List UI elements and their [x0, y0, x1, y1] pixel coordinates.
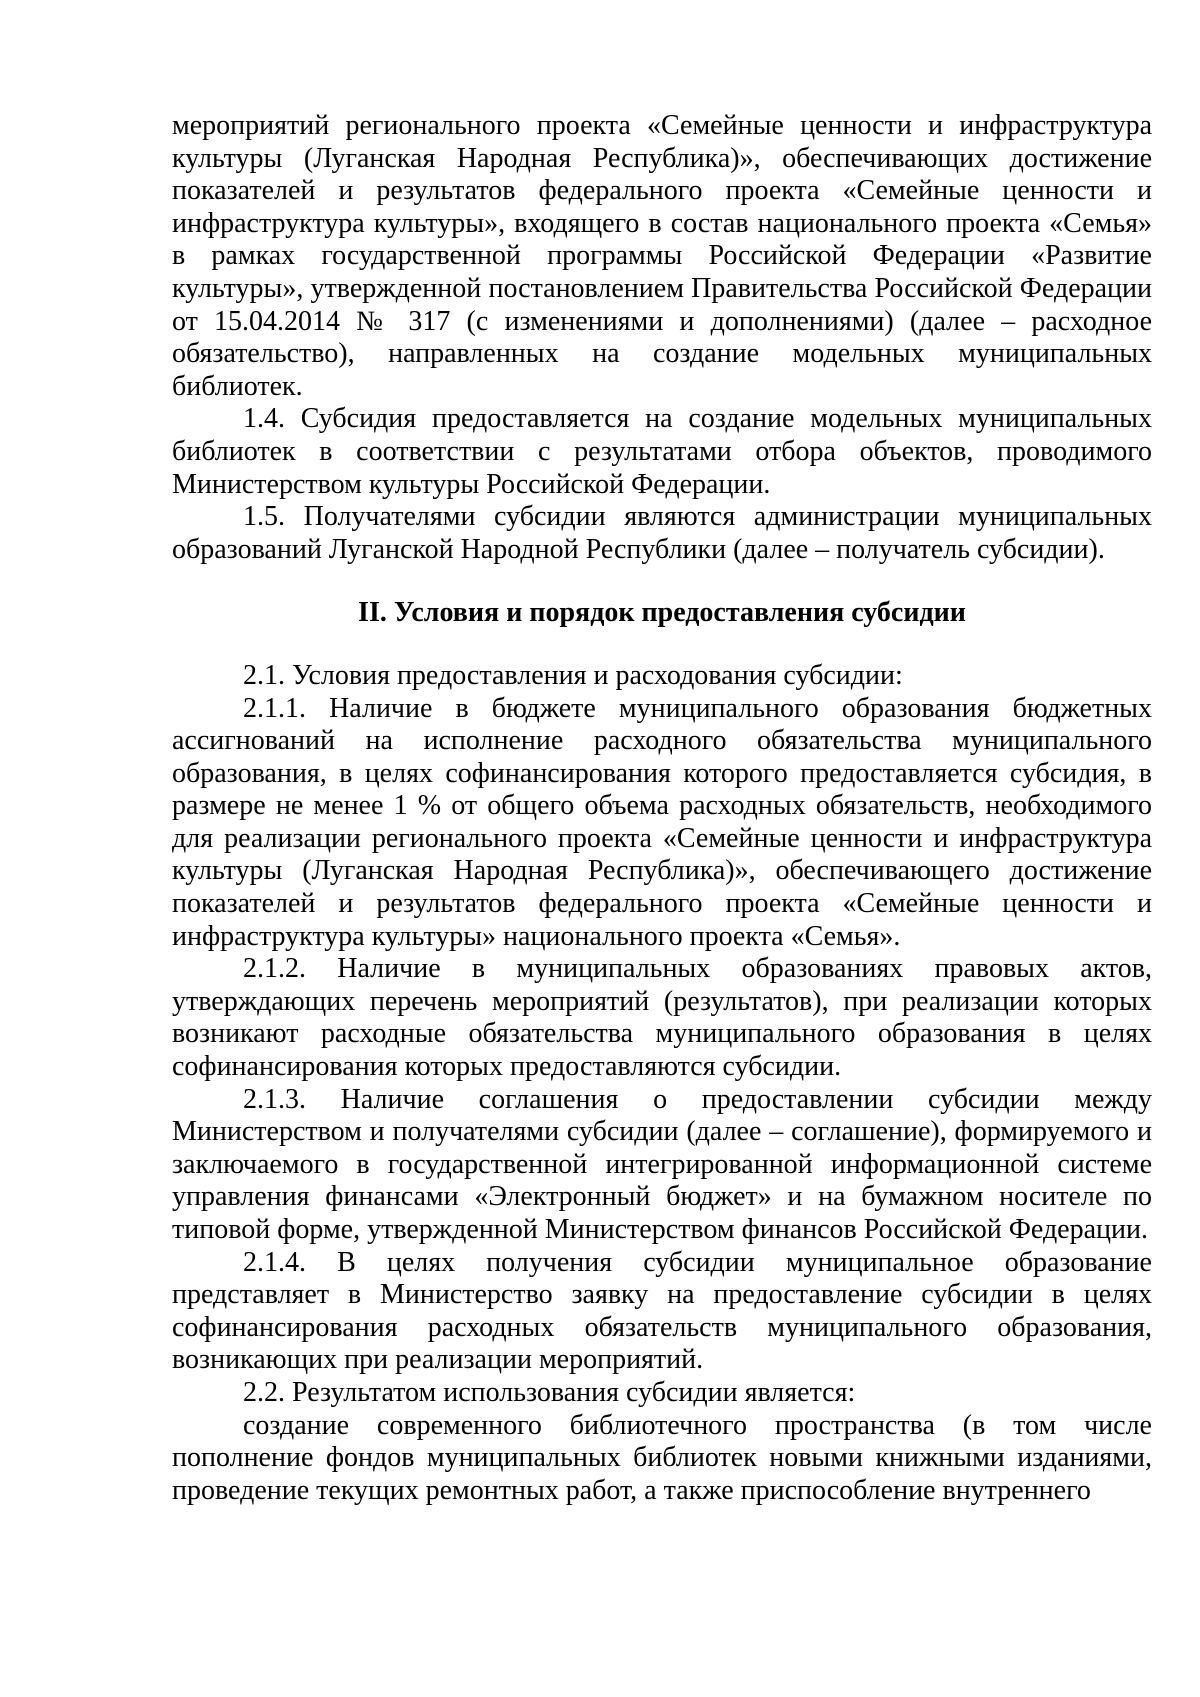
paragraph: 2.1.3. Наличие соглашения о предоставлении субсидии между Министерством и получателями субсидии (далее – соглашение), формируемого и заключаемого в государственной интегрированной информационной системе управления финансами «Электронный бюджет» и на бумажном носителе по типовой форме, утвержденной Министерством финансов Российской Федерации.: [172, 1083, 1152, 1245]
paragraph: 2.1. Условия предоставления и расходования субсидии:: [243, 659, 903, 691]
paragraph: создание современного библиотечного пространства (в том числе пополнение фондов муниципальных библиотек новыми книжными изданиями, проведение текущих ремонтных работ, а также приспособление внутреннего: [172, 1409, 1152, 1506]
paragraphs-after: [172, 660, 1152, 1507]
paragraph: 2.1.1. Наличие в бюджете муниципального образования бюджетных ассигнований на исполнение расходного обязательства муниципального образования, в целях софинансирования которого предоставляется субсидия, в размере не менее 1 % от общего объема расходных обязательств, необходимого для реализации регионального проекта «Семейные ценности и инфраструктура культуры (Луганская Народная Республика)», обеспечивающего достижение показателей и результатов федерального проекта «Семейные ценности и инфраструктура культуры» национального проекта «Семья».: [172, 692, 1152, 952]
paragraph: 1.4. Субсидия предоставляется на создание модельных муниципальных библиотек в соответствии с результатами отбора объектов, проводимого Министерством культуры Российской Федерации.: [172, 403, 1152, 500]
paragraph: 1.5. Получателями субсидии являются администрации муниципальных образований Луганской Народной Республики (далее – получатель субсидии).: [172, 501, 1152, 565]
paragraphs-before: [172, 110, 1152, 566]
paragraph: мероприятий регионального проекта «Семейные ценности и инфраструктура культуры (Луганская Народная Республика)», обеспечивающих достижение показателей и результатов федерального проекта «Семейные ценности и инфраструктура культуры», входящего в состав национального проекта «Семья» в рамках государственной программы Российской Федерации «Развитие культуры», утвержденной постановлением Правительства Российской Федерации от 15.04.2014 № 317 (с изменениями и дополнениями) (далее – расходное обязательство), направленных на создание модельных муниципальных библиотек.: [172, 110, 1152, 402]
section-heading: II. Условия и порядок предоставления субсидии: [358, 597, 966, 629]
paragraph: 2.2. Результатом использования субсидии является:: [243, 1376, 856, 1408]
document-body: [172, 110, 1152, 1507]
paragraph: 2.1.2. Наличие в муниципальных образованиях правовых актов, утверждающих перечень мероприятий (результатов), при реализации которых возникают расходные обязательства муниципального образования в целях софинансирования которых предоставляются субсидии.: [172, 953, 1152, 1083]
paragraph: 2.1.4. В целях получения субсидии муниципальное образование представляет в Министерство заявку на предоставление субсидии в целях софинансирования расходных обязательств муниципального образования, возникающих при реализации мероприятий.: [172, 1246, 1152, 1376]
